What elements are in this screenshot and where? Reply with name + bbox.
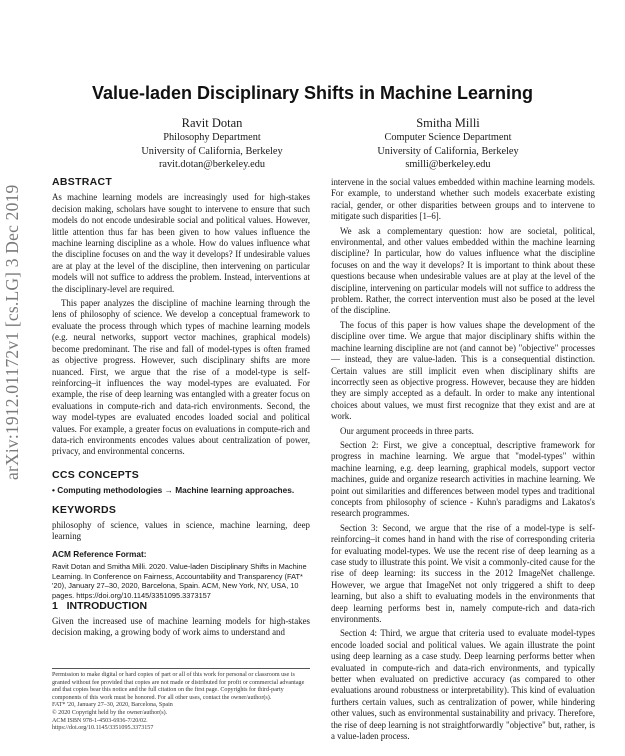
- author-name: Smitha Milli: [416, 116, 480, 130]
- author-email: smilli@berkeley.edu: [405, 159, 491, 171]
- copyright-footnote: [52, 668, 310, 733]
- ccs-concepts: • Computing methodologies → Machine learning approaches.: [52, 485, 295, 496]
- acm-reference-heading: ACM Reference Format:: [52, 548, 147, 559]
- author-block-2: [348, 116, 548, 172]
- doi-line: https://doi.org/10.1145/3351095.3373157: [52, 725, 154, 732]
- right-column: [331, 177, 595, 746]
- introduction-paragraph-1: Given the increased use of machine learning models for high-stakes decision making, a growing body of work aims to understand and: [52, 615, 310, 638]
- abstract-heading: ABSTRACT: [52, 176, 113, 188]
- abstract-paragraph-2: This paper analyzes the discipline of machine learning through the lens of philosophy of science. We develop a conceptual framework to evaluate the process through which types of machine learning models (e.g. neural networks, support vector machines, graphical models) become predominant. The rise and fall of model-types is often framed as objective progress. However, such disciplinary shifts are more nuanced. First, we argue that the rise of a model-type is self-reinforcing–it influences the way model-types are evaluated. For example, the rise of deep learning was entangled with a greater focus on evaluations in compute-rich and data-rich environments. Second, the way model-types are evaluated encodes loaded social and political values. For example, a greater focus on evaluations in compute-rich and data-rich environments encodes values about centralization of power, privacy, and environmental concerns.: [52, 298, 310, 457]
- paper-title: Value-laden Disciplinary Shifts in Machine Learning: [91, 83, 534, 103]
- arxiv-identifier: arXiv:1912.01172v1 [cs.LG] 3 Dec 2019: [2, 184, 22, 480]
- conference-line: FAT* '20, January 27–30, 2020, Barcelona, Spain: [52, 702, 173, 709]
- author-university: University of California, Berkeley: [377, 145, 519, 157]
- author-email: ravit.dotan@berkeley.edu: [158, 159, 266, 171]
- keywords-heading: KEYWORDS: [52, 503, 117, 516]
- ccs-heading: CCS CONCEPTS: [52, 468, 140, 481]
- section-number: 1: [52, 599, 58, 612]
- body-paragraph-4: Our argument proceeds in three parts.: [340, 425, 474, 436]
- isbn-line: ACM ISBN 978-1-4503-6936-7/20/02.: [52, 717, 148, 724]
- left-column: [52, 177, 310, 642]
- body-paragraph-3: The focus of this paper is how values shape the development of the discipline over time. We argue that major disciplinary shifts within the machine learning discipline are not (and cannot be) "objective" processes — instead, they are value-laden. This is a consequential distinction. Certain values are still implicit even when disciplinary shifts are incorrectly seen as objective progress. However, because they are hidden they are simply accepted as a default. In order to make any intentional choices about values, we must first recognize that they exist and are at work.: [331, 319, 595, 422]
- author-department: Philosophy Department: [163, 132, 261, 143]
- permission-notice: Permission to make digital or hard copies of part or all of this work for personal or classroom use is granted without fee provided that copies are not made or distributed for profit or commercial advantage and that copies bear this notice and the full citation on the first page. Copyrights for third-party components of this work must be honored. For all other uses, contact the owner/author(s).: [52, 672, 305, 701]
- abstract-paragraph-1: As machine learning models are increasingly used for high-stakes decision making, scholars have sought to intervene to ensure that such models do not encode undesirable social and political values. However, little attention thus far has been given to how values influence the machine learning discipline as a whole. How do values influence what the discipline focuses on and the way it develops? If undesirable values are at play at the level of the discipline, then intervening on particular models will not suffice to address the problem. Instead, interventions at the disciplinary-level are required.: [52, 192, 310, 294]
- author-name: Ravit Dotan: [181, 116, 243, 130]
- body-paragraph-2: We ask a complementary question: how are societal, political, environmental, and other values embedded within the machine learning discipline? In particular, how do values influence what the discipline focuses on and the way it develops? It is important to think about these questions because when undesirable values are at play at the level of the discipline, intervening on particular models will not suffice to address the problem. Rather, the correct intervention must also be posed at the level of the discipline.: [331, 225, 595, 316]
- body-paragraph-6: Section 3: Second, we argue that the rise of a model-type is self-reinforcing–it comes hand in hand with the rise of corresponding criteria for evaluating model-types. We use the recent rise of deep learning as a case study to illustrate this point. We visit a commonly-cited cause for the rise of deep learning: its success in the 2012 ImageNet challenge. However, we argue that ImageNet not only triggered a shift to deep learning, but also a shift to evaluating models in the environments that deep learning performs best in, namely compute-rich and data-rich environments.: [331, 522, 595, 625]
- author-block-1: [112, 116, 312, 172]
- author-department: Computer Science Department: [384, 132, 512, 143]
- body-paragraph-7: Section 4: Third, we argue that criteria used to evaluate model-types encode loaded social and political values. We again illustrate the point using deep learning as a case study. Deep learning performs better when evaluated in compute-rich and data-rich environments, and typically better when evaluated on predictive accuracy (as compared to other evaluations around robustness or interpretability). This kind of evaluation furthers certain values, such as centralization of power, while hindering other values, such as environmental sustainability and privacy. Therefore, the rise of deep learning is not straightforwardly "objective" but, rather, is a value-laden process.: [331, 628, 595, 742]
- keywords-text: philosophy of science, values in science, machine learning, deep learning: [52, 519, 310, 542]
- section-title: INTRODUCTION: [66, 599, 148, 612]
- copyright-line: © 2020 Copyright held by the owner/author(s).: [52, 709, 168, 716]
- introduction-heading: [52, 601, 310, 612]
- acm-reference-text: Ravit Dotan and Smitha Milli. 2020. Value-laden Disciplinary Shifts in Machine Learning. In Conference on Fairness, Accountability and Transparency (FAT* '20), January 27–30, 2020, Barcelona, Spain. ACM, New York, NY, USA, 10 pages. https://doi.org/10.1145/3351095.3373157: [52, 562, 307, 600]
- author-university: University of California, Berkeley: [141, 145, 283, 157]
- body-paragraph-1: intervene in the social values embedded within machine learning models. For example, to understand whether such models exacerbate existing racial, gender, or other disparities between groups and to intervene to mitigate such disparities [1–6].: [331, 177, 595, 222]
- body-paragraph-5: Section 2: First, we give a conceptual, descriptive framework for progress in machine learning. We argue that "model-types" within machine learning, e.g. deep learning, graphical models, support vector machines, guide and organize research activities in machine learning. We point out similarities and differences between model types and traditional concepts from philosophy of science - Kuhn's paradigms and Lakatos's research programmes.: [331, 439, 595, 519]
